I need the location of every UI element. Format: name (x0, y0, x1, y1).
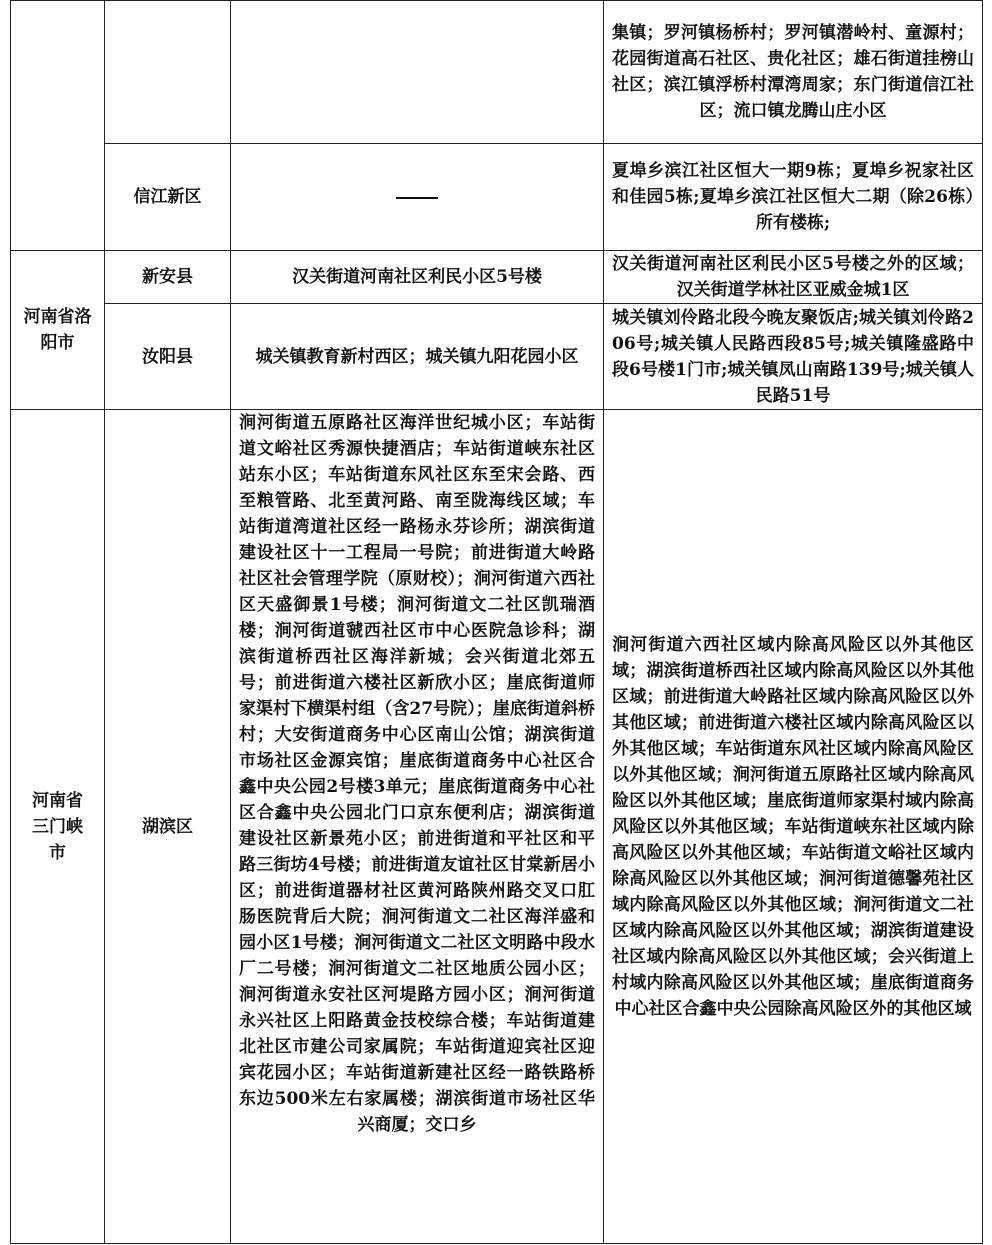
province-city-cell (11, 1, 105, 251)
table-row (11, 304, 983, 410)
empty-dash (396, 197, 438, 199)
province-city-cell: 河南省三门峡市 (11, 410, 105, 1244)
risk-area-table (10, 0, 983, 1244)
high-risk-cell (231, 1, 604, 144)
table-row (11, 1, 983, 144)
table-row (11, 144, 983, 251)
low-risk-cell: 汉关街道河南社区利民小区5号楼之外的区域；汉关街道学林社区亚威金城1区 (604, 251, 983, 304)
low-risk-cell: 涧河街道六西社区域内除高风险区以外其他区域；湖滨街道桥西社区域内除高风险区以外其他区域；前进街道大岭路社区域内除高风险区以外其他区域；前进街道六楼社区域内除高风险区以外其他区域；车站街道东风社区域内除高风险区以外其他区域；涧河街道五原路社区域内除高风险区以外其他区域；崖底街道师家渠村域内除高风险区以外其他区域；车站街道峡东社区域内除高风险区以外其他区域；车站街道文峪社区域内除高风险区以外其他区域；涧河街道德馨苑社区域内除高风险区以外其他区域；涧河街道文二社区域内除高风险区以外其他区域；湖滨街道建设社区域内除高风险区以外其他区域；会兴街道上村域内除高风险区以外其他区域；崖底街道商务中心社区合鑫中央公园除高风险区外的其他区域 (604, 410, 983, 1244)
high-risk-cell: 城关镇教育新村西区；城关镇九阳花园小区 (231, 304, 604, 410)
table-row (11, 251, 983, 304)
district-cell: 信江新区 (105, 144, 231, 251)
district-cell: 湖滨区 (105, 410, 231, 1244)
table-row (11, 410, 983, 1244)
low-risk-cell: 夏埠乡滨江社区恒大一期9栋；夏埠乡祝家社区和佳园5栋;夏埠乡滨江社区恒大二期（除26栋）所有楼栋; (604, 144, 983, 251)
high-risk-cell: 涧河街道五原路社区海洋世纪城小区；车站街道文峪社区秀源快捷酒店；车站街道峡东社区站东小区；车站街道东风社区东至宋会路、西至粮管路、北至黄河路、南至陇海线区域；车站街道湾道社区经一路杨永芬诊所；湖滨街道建设社区十一工程局一号院；前进街道大岭路社区社会管理学院（原财校）；涧河街道六西社区天盛御景1号楼；涧河街道文二社区凯瑞酒楼；涧河街道虢西社区市中心医院急诊科；湖滨街道桥西社区海洋新城；会兴街道北郊五号；前进街道六楼社区新欣小区；崖底街道师家渠村下横渠村组（含27号院）；崖底街道斜桥村；大安街道商务中心区南山公馆；湖滨街道市场社区金源宾馆；崖底街道商务中心社区合鑫中央公园2号楼3单元；崖底街道商务中心社区合鑫中央公园北门口京东便利店；湖滨街道建设社区新景苑小区；前进街道和平社区和平路三街坊4号楼；前进街道友谊社区甘棠新居小区；前进街道器材社区黄河路陕州路交叉口肛肠医院背后大院；涧河街道文二社区海洋盛和园小区1号楼；涧河街道文二社区文明路中段水厂二号楼；涧河街道文二社区地质公园小区；涧河街道永安社区河堤路方园小区；涧河街道永兴社区上阳路黄金技校综合楼；车站街道建北社区市建公司家属院；车站街道迎宾社区迎宾花园小区；车站街道新建社区经一路铁路桥东边500米左右家属楼；湖滨街道市场社区华兴商厦；交口乡 (231, 410, 604, 1244)
low-risk-cell: 集镇；罗河镇杨桥村；罗河镇潜岭村、童源村；花园街道高石社区、贵化社区；雄石街道挂榜山社区；滨江镇浮桥村潭湾周家；东门街道信江社区；流口镇龙腾山庄小区 (604, 1, 983, 144)
district-cell (105, 1, 231, 144)
low-risk-cell: 城关镇刘伶路北段今晚友聚饭店;城关镇刘伶路206号;城关镇人民路西段85号;城关镇隆盛路中段6号楼1门市;城关镇凤山南路139号;城关镇人民路51号 (604, 304, 983, 410)
high-risk-cell (231, 144, 604, 251)
district-cell: 新安县 (105, 251, 231, 304)
high-risk-cell: 汉关街道河南社区利民小区5号楼 (231, 251, 604, 304)
district-cell: 汝阳县 (105, 304, 231, 410)
province-city-cell: 河南省洛阳市 (11, 251, 105, 410)
